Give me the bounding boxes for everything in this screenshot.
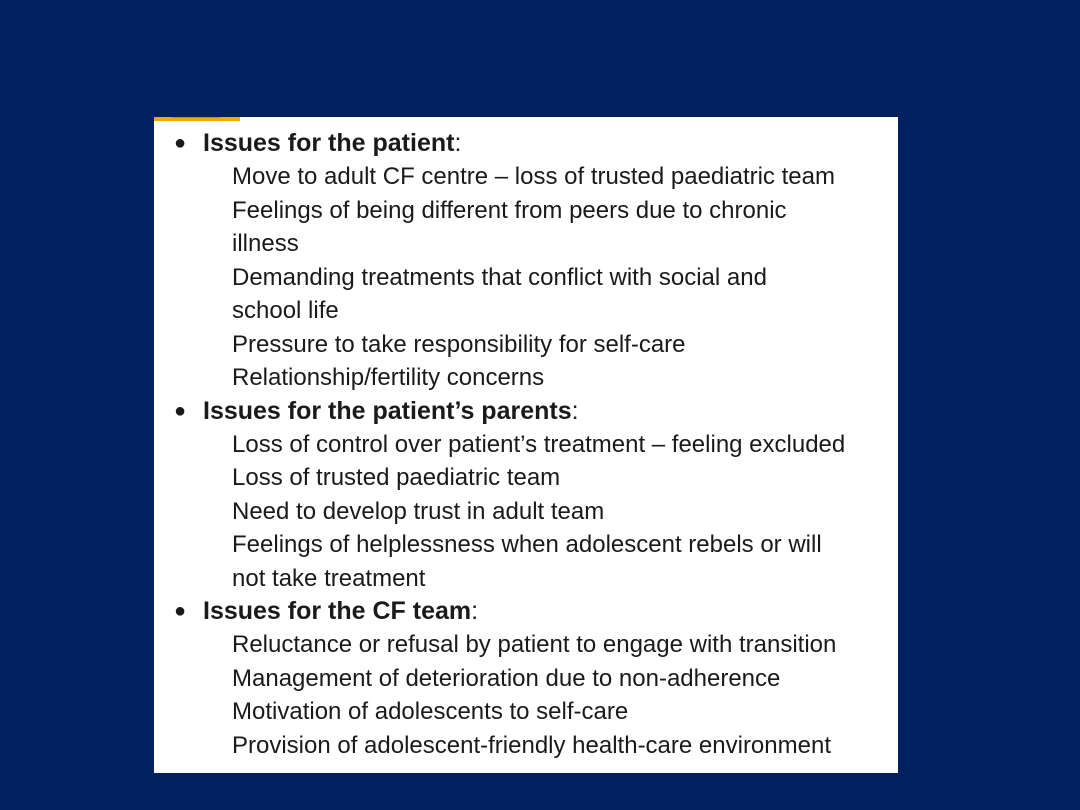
list-item: Pressure to take responsibility for self-care bbox=[232, 330, 686, 358]
list-item: Feelings of helplessness when adolescent rebels or will bbox=[232, 531, 822, 558]
list-item: Loss of trusted paediatric team bbox=[232, 464, 561, 491]
heading-colon: : bbox=[471, 597, 479, 625]
section-parents bbox=[154, 395, 898, 596]
heading-colon: : bbox=[454, 129, 462, 157]
list-item: illness bbox=[232, 230, 299, 257]
list-item: Demanding treatments that conflict with social and bbox=[232, 263, 767, 291]
heading-text: Issues for the CF team bbox=[203, 597, 472, 625]
list-item: Loss of control over patient’s treatment – feeling excluded bbox=[232, 430, 846, 458]
list-item: Feelings of being different from peers due to chronic bbox=[232, 196, 787, 224]
list-item: not take treatment bbox=[232, 564, 426, 592]
list-item: school life bbox=[232, 297, 339, 324]
bullet-icon: ● bbox=[174, 132, 187, 154]
content-panel bbox=[154, 117, 898, 773]
list-item: Reluctance or refusal by patient to engage with transition bbox=[232, 631, 837, 658]
section-heading bbox=[154, 595, 898, 628]
list-item: Motivation of adolescents to self-care bbox=[232, 698, 629, 725]
section-patient bbox=[154, 127, 898, 395]
list-item: Need to develop trust in adult team bbox=[232, 497, 605, 525]
list-item: Management of deterioration due to non-adherence bbox=[232, 664, 781, 692]
corner-accent-mark bbox=[154, 117, 240, 121]
section-cf-team bbox=[154, 595, 898, 762]
section-heading bbox=[154, 395, 898, 428]
heading-text: Issues for the patient bbox=[203, 129, 455, 157]
bullet-icon: ● bbox=[174, 399, 187, 422]
heading-text: Issues for the patient’s parents bbox=[203, 396, 572, 425]
bullet-icon: ● bbox=[174, 600, 187, 622]
section-heading bbox=[154, 127, 898, 160]
list-item: Move to adult CF centre – loss of trusted paediatric team bbox=[232, 163, 835, 190]
heading-colon: : bbox=[571, 396, 579, 425]
list-item: Relationship/fertility concerns bbox=[232, 364, 545, 391]
list-item: Provision of adolescent-friendly health-care environment bbox=[232, 731, 831, 759]
